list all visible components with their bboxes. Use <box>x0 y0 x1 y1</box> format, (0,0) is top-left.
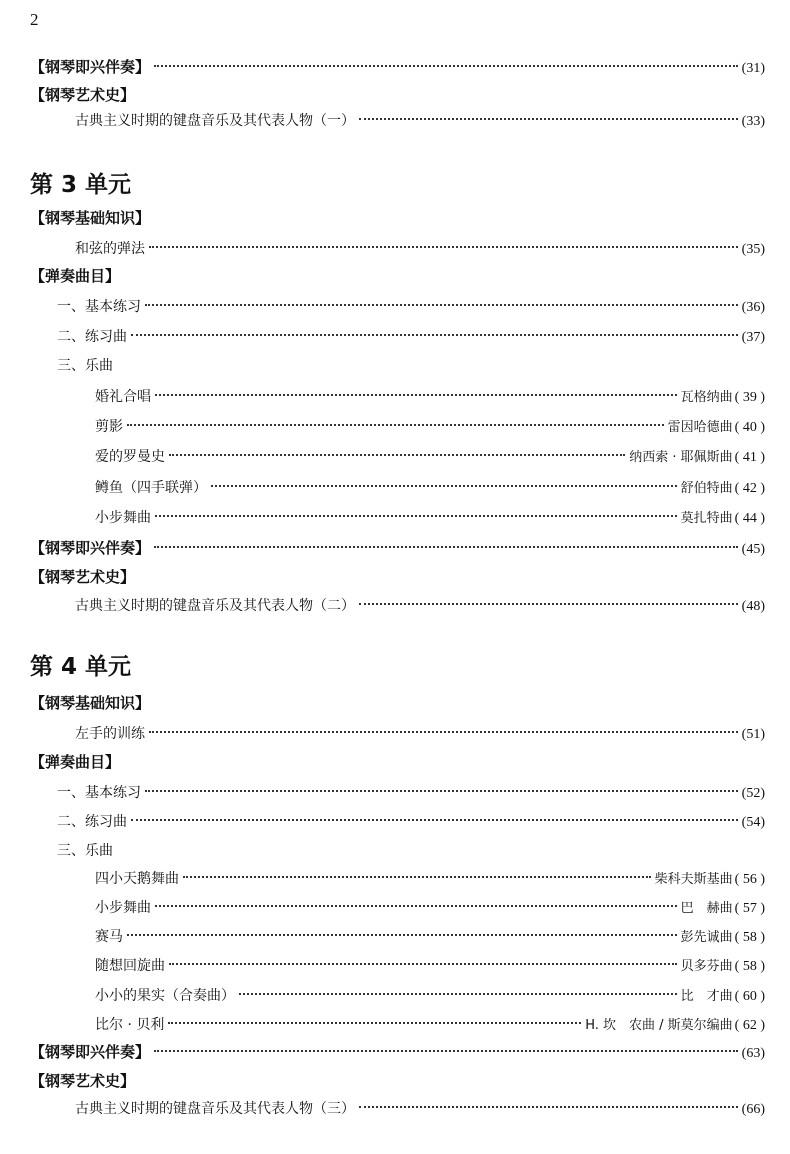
section-heading[interactable] <box>30 207 765 229</box>
entry-title: 古典主义时期的键盘音乐及其代表人物（二） <box>75 598 355 614</box>
page-ref: ( 40 ) <box>734 420 765 435</box>
toc-entry[interactable] <box>57 355 765 377</box>
section-heading[interactable] <box>30 751 765 773</box>
toc-entry[interactable] <box>95 926 765 948</box>
entry-title: 爱的罗曼史 <box>95 449 165 465</box>
page-ref: ( 41 ) <box>734 450 765 465</box>
entry-title: 【钢琴即兴伴奏】 <box>30 539 151 557</box>
toc-entry[interactable] <box>57 840 765 862</box>
entry-title: 古典主义时期的键盘音乐及其代表人物（三） <box>75 1101 355 1117</box>
dot-leader <box>127 934 677 936</box>
dot-leader <box>359 1106 738 1108</box>
page-ref: ( 57 ) <box>734 901 765 916</box>
composer: 雷因哈德曲 <box>667 420 733 435</box>
composer: 彭先诚曲 <box>680 930 733 945</box>
composer: 巴 赫曲 <box>680 901 733 916</box>
dot-leader <box>168 1022 581 1024</box>
page-ref: (36) <box>741 300 765 315</box>
toc-entry[interactable] <box>95 416 765 438</box>
toc-entry[interactable] <box>75 1098 765 1120</box>
dot-leader <box>359 118 738 120</box>
entry-title: 【钢琴艺术史】 <box>30 86 136 104</box>
toc-entry[interactable] <box>95 507 765 529</box>
entry-title: 古典主义时期的键盘音乐及其代表人物（一） <box>75 113 355 129</box>
page-ref: (33) <box>741 114 765 129</box>
page-number: 2 <box>30 10 39 29</box>
dot-leader <box>145 790 738 792</box>
entry-title: 左手的训练 <box>75 726 145 742</box>
entry-title: 赛马 <box>95 929 123 945</box>
toc-entry[interactable] <box>75 595 765 617</box>
toc-entry[interactable] <box>95 955 765 977</box>
page-ref: (54) <box>741 815 765 830</box>
entry-title: 小步舞曲 <box>95 510 151 526</box>
dot-leader <box>155 515 677 517</box>
toc-entry[interactable] <box>95 1014 765 1036</box>
page-ref: ( 62 ) <box>734 1018 765 1033</box>
composer: H. 坎 农曲 / 斯莫尔编曲 <box>585 1018 733 1033</box>
entry-title: 【弹奏曲目】 <box>30 753 121 771</box>
page-ref: (52) <box>741 786 765 801</box>
toc-entry[interactable] <box>95 386 765 408</box>
dot-leader <box>359 603 738 605</box>
dot-leader <box>131 334 738 336</box>
entry-title: 小小的果实（合奏曲） <box>95 988 235 1004</box>
page-ref: (31) <box>741 61 765 76</box>
entry-title: 第 3 单元 <box>30 172 132 198</box>
page-ref: ( 58 ) <box>734 930 765 945</box>
dot-leader <box>145 304 738 306</box>
toc-entry[interactable] <box>95 897 765 919</box>
entry-title: 婚礼合唱 <box>95 389 151 405</box>
page-ref: (37) <box>741 330 765 345</box>
entry-title: 剪影 <box>95 419 123 435</box>
dot-leader <box>154 546 738 548</box>
toc-entry[interactable] <box>95 446 765 468</box>
dot-leader <box>154 65 738 67</box>
entry-title: 【钢琴艺术史】 <box>30 568 136 586</box>
page-ref: ( 42 ) <box>734 481 765 496</box>
page-ref: ( 60 ) <box>734 989 765 1004</box>
dot-leader <box>155 905 677 907</box>
dot-leader <box>154 1050 738 1052</box>
section-heading[interactable] <box>30 265 765 287</box>
composer: 瓦格纳曲 <box>680 390 733 405</box>
toc-entry[interactable] <box>95 868 765 890</box>
entry-title: 四小天鹅舞曲 <box>95 871 179 887</box>
section-heading[interactable] <box>30 692 765 714</box>
dot-leader <box>169 454 625 456</box>
dot-leader <box>155 394 677 396</box>
page-ref: ( 56 ) <box>734 872 765 887</box>
dot-leader <box>127 424 664 426</box>
page-ref: (63) <box>741 1046 765 1061</box>
toc-entry[interactable] <box>75 723 765 745</box>
entry-title: 【钢琴艺术史】 <box>30 1072 136 1090</box>
toc-entry[interactable] <box>57 326 765 348</box>
unit-heading[interactable] <box>30 652 765 682</box>
section-heading[interactable] <box>30 566 765 588</box>
toc-entry[interactable] <box>95 477 765 499</box>
dot-leader <box>149 731 738 733</box>
entry-title: 【钢琴基础知识】 <box>30 209 151 227</box>
entry-title: 【弹奏曲目】 <box>30 267 121 285</box>
entry-title: 第 4 单元 <box>30 654 132 680</box>
section-heading[interactable] <box>30 84 765 106</box>
page-ref: ( 58 ) <box>734 959 765 974</box>
dot-leader <box>149 246 738 248</box>
page-ref: (35) <box>741 242 765 257</box>
toc-entry[interactable] <box>57 811 765 833</box>
toc-entry[interactable] <box>57 782 765 804</box>
entry-title: 【钢琴即兴伴奏】 <box>30 1043 151 1061</box>
section-heading[interactable] <box>30 537 765 559</box>
dot-leader <box>169 963 677 965</box>
toc-entry[interactable] <box>57 296 765 318</box>
dot-leader <box>239 993 677 995</box>
entry-title: 三、乐曲 <box>57 358 113 374</box>
composer: 纳西索 · 耶佩斯曲 <box>629 450 733 465</box>
entry-title: 【钢琴基础知识】 <box>30 694 151 712</box>
dot-leader <box>211 485 677 487</box>
composer: 莫扎特曲 <box>680 511 733 526</box>
entry-title: 和弦的弹法 <box>75 241 145 257</box>
page-ref: ( 39 ) <box>734 390 765 405</box>
entry-title: 一、基本练习 <box>57 785 141 801</box>
entry-title: 二、练习曲 <box>57 329 127 345</box>
composer: 舒伯特曲 <box>680 481 733 496</box>
entry-title: 小步舞曲 <box>95 900 151 916</box>
entry-title: 鳟鱼（四手联弹） <box>95 480 207 496</box>
section-heading[interactable] <box>30 1070 765 1092</box>
entry-title: 一、基本练习 <box>57 299 141 315</box>
page-ref: (51) <box>741 727 765 742</box>
section-heading[interactable] <box>30 56 765 78</box>
toc-entry[interactable] <box>75 110 765 132</box>
entry-title: 比尔 · 贝利 <box>95 1017 165 1033</box>
composer: 比 才曲 <box>680 989 733 1004</box>
section-heading[interactable] <box>30 1041 765 1063</box>
toc-entry[interactable] <box>95 985 765 1007</box>
toc-entry[interactable] <box>75 238 765 260</box>
composer: 柴科夫斯基曲 <box>654 872 733 887</box>
dot-leader <box>183 876 651 878</box>
unit-heading[interactable] <box>30 170 765 200</box>
entry-title: 三、乐曲 <box>57 843 113 859</box>
page-ref: (48) <box>741 599 765 614</box>
entry-title: 随想回旋曲 <box>95 958 165 974</box>
page-ref: (45) <box>741 542 765 557</box>
page-ref: ( 44 ) <box>734 511 765 526</box>
entry-title: 【钢琴即兴伴奏】 <box>30 58 151 76</box>
dot-leader <box>131 819 738 821</box>
composer: 贝多芬曲 <box>680 959 733 974</box>
entry-title: 二、练习曲 <box>57 814 127 830</box>
page-ref: (66) <box>741 1102 765 1117</box>
